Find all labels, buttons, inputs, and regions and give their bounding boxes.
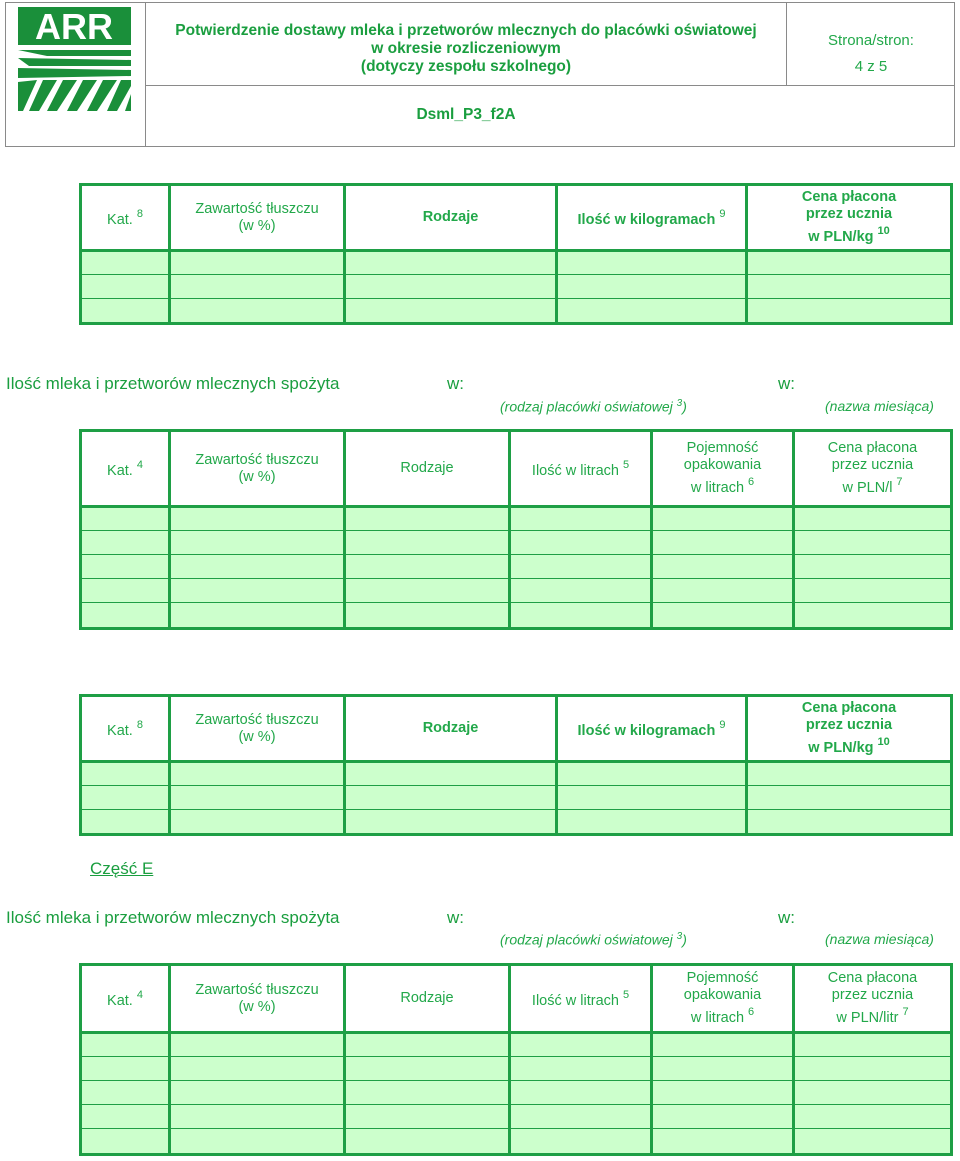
table-cell[interactable] <box>345 275 557 299</box>
table-cell[interactable] <box>170 1129 345 1155</box>
table-cell[interactable] <box>345 1081 510 1105</box>
table-cell[interactable] <box>652 555 794 579</box>
table-cell[interactable] <box>794 555 952 579</box>
header-quantity-l: Ilość w litrach $^5$ <box>510 965 652 1033</box>
table-cell[interactable] <box>345 1057 510 1081</box>
litr-table <box>79 429 953 630</box>
table-cell[interactable] <box>747 299 952 324</box>
header-types: Rodzaje <box>345 696 557 762</box>
table-cell[interactable] <box>557 299 747 324</box>
header-price-l: Cena płacona przez ucznia w PLN/l $^7$ <box>794 431 952 507</box>
header-kat: Kat. $^8$ <box>81 696 170 762</box>
header-types: Rodzaje <box>345 965 510 1033</box>
table-row <box>81 275 952 299</box>
kg-table <box>79 694 953 836</box>
table-cell[interactable] <box>794 1105 952 1129</box>
table-cell[interactable] <box>170 1081 345 1105</box>
header-fat: Zawartość tłuszczu (w %) <box>170 185 345 251</box>
table-cell[interactable] <box>170 786 345 810</box>
table-row <box>81 810 952 835</box>
table-cell[interactable] <box>510 531 652 555</box>
table-cell[interactable] <box>170 810 345 835</box>
table-cell[interactable] <box>652 1081 794 1105</box>
table-cell[interactable] <box>345 555 510 579</box>
consumption-w-label: w: <box>447 374 464 393</box>
page-number: 4 z 5 <box>854 58 888 75</box>
table-cell[interactable] <box>81 603 170 629</box>
table-cell[interactable] <box>652 507 794 531</box>
table-cell[interactable] <box>557 275 747 299</box>
table-cell[interactable] <box>81 810 170 835</box>
table-row <box>81 786 952 810</box>
table-cell[interactable] <box>510 1057 652 1081</box>
table-cell[interactable] <box>170 531 345 555</box>
header-quantity-kg: Ilość w kilogramach $^9$ <box>557 696 747 762</box>
table-cell[interactable] <box>81 762 170 786</box>
table-cell[interactable] <box>510 1129 652 1155</box>
table-cell[interactable] <box>345 299 557 324</box>
table-cell[interactable] <box>510 1033 652 1057</box>
page-label: Strona/stron: <box>828 32 914 49</box>
header-kat: Kat. $^4$ <box>81 431 170 507</box>
table-cell[interactable] <box>81 1033 170 1057</box>
table-row <box>81 1033 952 1057</box>
consumption-heading: Ilość mleka i przetworów mlecznych spożyta <box>6 374 340 393</box>
header-types: Rodzaje <box>345 431 510 507</box>
arr-logo <box>17 6 132 112</box>
header-capacity: Pojemność opakowania w litrach $^6$ <box>652 431 794 507</box>
table-cell[interactable] <box>652 1105 794 1129</box>
header-capacity: Pojemność opakowania w litrach $^6$ <box>652 965 794 1033</box>
header-quantity-kg: Ilość w kilogramach $^9$ <box>557 185 747 251</box>
table-cell[interactable] <box>81 299 170 324</box>
table-cell[interactable] <box>510 1081 652 1105</box>
table-cell[interactable] <box>510 603 652 629</box>
table-cell[interactable] <box>345 603 510 629</box>
table-row <box>81 603 952 629</box>
table-cell[interactable] <box>510 507 652 531</box>
month-note: (nazwa miesiąca) <box>825 931 934 947</box>
month-note: (nazwa miesiąca) <box>825 398 934 414</box>
table-cell[interactable] <box>81 786 170 810</box>
table-cell[interactable] <box>345 1033 510 1057</box>
document-code: Dsml_P3_f2A <box>416 106 516 123</box>
table-cell[interactable] <box>794 531 952 555</box>
table-cell[interactable] <box>345 1129 510 1155</box>
table-cell[interactable] <box>170 1105 345 1129</box>
consumption-w-label: w: <box>778 908 795 927</box>
table-cell[interactable] <box>170 555 345 579</box>
table-cell[interactable] <box>747 251 952 275</box>
table-cell[interactable] <box>652 1057 794 1081</box>
part-e-heading: Część E <box>90 859 154 878</box>
table-cell[interactable] <box>345 810 557 835</box>
consumption-w-label: w: <box>778 374 795 393</box>
header-fat: Zawartość tłuszczu (w %) <box>170 965 345 1033</box>
table-cell[interactable] <box>652 603 794 629</box>
table-cell[interactable] <box>747 762 952 786</box>
table-cell[interactable] <box>794 1033 952 1057</box>
table-cell[interactable] <box>81 275 170 299</box>
header-types: Rodzaje <box>345 185 557 251</box>
table-cell[interactable] <box>510 579 652 603</box>
table-row <box>81 299 952 324</box>
table-cell[interactable] <box>170 762 345 786</box>
table-row <box>81 251 952 275</box>
table-cell[interactable] <box>170 579 345 603</box>
header-price-l: Cena płacona przez ucznia w PLN/litr $^7$ <box>794 965 952 1033</box>
table-row <box>81 531 952 555</box>
header-quantity-l: Ilość w litrach $^5$ <box>510 431 652 507</box>
header-fat: Zawartość tłuszczu (w %) <box>170 431 345 507</box>
header-price-kg: Cena płacona przez ucznia w PLN/kg $^{10}$ <box>747 696 952 762</box>
header-kat: Kat. $^8$ <box>81 185 170 251</box>
table-cell[interactable] <box>557 786 747 810</box>
table-row <box>81 507 952 531</box>
table-cell[interactable] <box>81 1129 170 1155</box>
kg-table <box>79 183 953 325</box>
table-cell[interactable] <box>794 1129 952 1155</box>
table-row <box>81 1081 952 1105</box>
header-fat: Zawartość tłuszczu (w %) <box>170 696 345 762</box>
table-cell[interactable] <box>510 1105 652 1129</box>
table-cell[interactable] <box>345 531 510 555</box>
table-cell[interactable] <box>345 762 557 786</box>
header-divider <box>145 85 955 86</box>
table-cell[interactable] <box>794 603 952 629</box>
table-cell[interactable] <box>510 555 652 579</box>
table-cell[interactable] <box>557 251 747 275</box>
table-cell[interactable] <box>557 762 747 786</box>
table-cell[interactable] <box>81 251 170 275</box>
table-cell[interactable] <box>747 810 952 835</box>
consumption-w-label: w: <box>447 908 464 927</box>
litr-table <box>79 963 953 1156</box>
table-cell[interactable] <box>81 1081 170 1105</box>
document-title: Potwierdzenie dostawy mleka i przetworów mlecznych do placówki oświatowej w okresie rozliczeniowym (dotyczy zespołu szkolnego) <box>175 22 757 75</box>
table-cell[interactable] <box>170 251 345 275</box>
table-cell[interactable] <box>81 531 170 555</box>
table-cell[interactable] <box>557 810 747 835</box>
table-row <box>81 1129 952 1155</box>
table-cell[interactable] <box>345 786 557 810</box>
table-cell[interactable] <box>345 579 510 603</box>
table-cell[interactable] <box>345 251 557 275</box>
table-cell[interactable] <box>794 507 952 531</box>
table-cell[interactable] <box>652 579 794 603</box>
table-cell[interactable] <box>81 507 170 531</box>
table-cell[interactable] <box>747 275 952 299</box>
facility-type-note: (rodzaj placówki oświatowej $^3$) <box>500 398 687 415</box>
table-cell[interactable] <box>747 786 952 810</box>
table-cell[interactable] <box>652 1129 794 1155</box>
table-cell[interactable] <box>652 531 794 555</box>
table-cell[interactable] <box>81 579 170 603</box>
table-cell[interactable] <box>345 507 510 531</box>
header-kat: Kat. $^4$ <box>81 965 170 1033</box>
table-cell[interactable] <box>170 603 345 629</box>
table-row <box>81 555 952 579</box>
consumption-heading: Ilość mleka i przetworów mlecznych spożyta <box>6 908 340 927</box>
table-cell[interactable] <box>81 1057 170 1081</box>
table-cell[interactable] <box>81 555 170 579</box>
table-cell[interactable] <box>794 1081 952 1105</box>
table-cell[interactable] <box>170 275 345 299</box>
table-cell[interactable] <box>81 1105 170 1129</box>
facility-type-note: (rodzaj placówki oświatowej $^3$) <box>500 931 687 948</box>
table-cell[interactable] <box>170 507 345 531</box>
table-cell[interactable] <box>170 1033 345 1057</box>
table-cell[interactable] <box>170 1057 345 1081</box>
table-row <box>81 579 952 603</box>
header-price-kg: Cena płacona przez ucznia w PLN/kg $^{10}$ <box>747 185 952 251</box>
table-cell[interactable] <box>345 1105 510 1129</box>
table-cell[interactable] <box>794 579 952 603</box>
table-cell[interactable] <box>652 1033 794 1057</box>
table-cell[interactable] <box>170 299 345 324</box>
svg-text:ARR: ARR <box>35 6 113 47</box>
table-row <box>81 1105 952 1129</box>
table-row <box>81 1057 952 1081</box>
table-cell[interactable] <box>794 1057 952 1081</box>
table-row <box>81 762 952 786</box>
